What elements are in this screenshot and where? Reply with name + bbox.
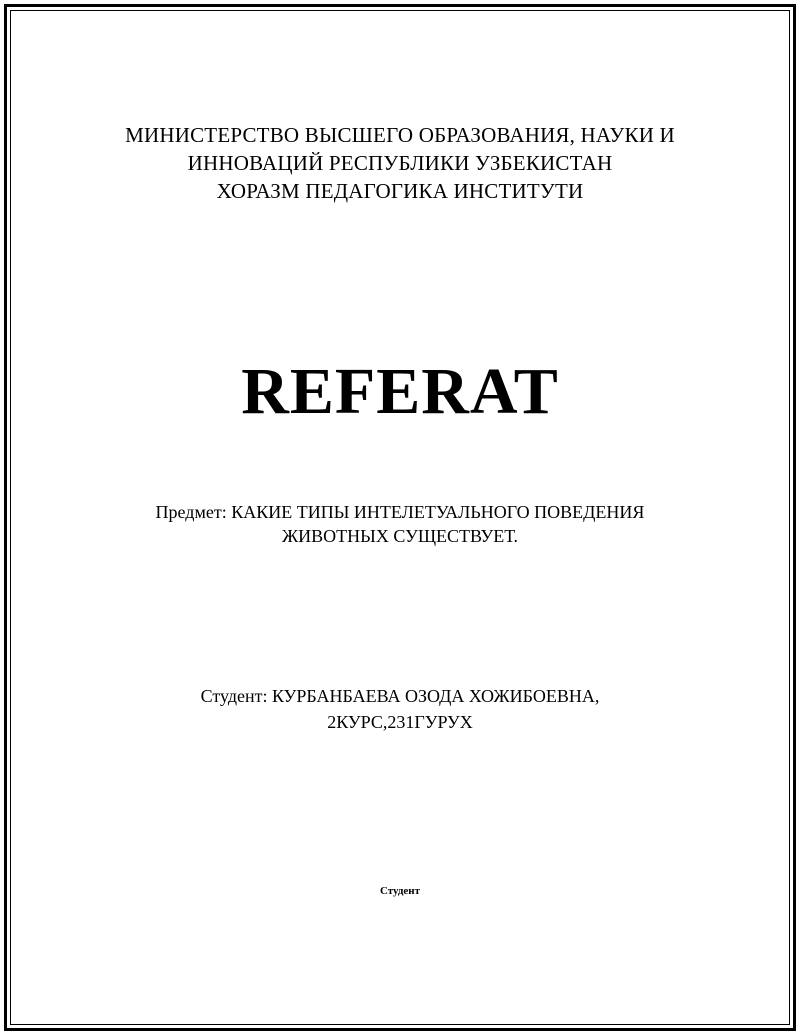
- student-line-name: Студент: КУРБАНБАЕВА ОЗОДА ХОЖИБОЕВНА,: [200, 686, 600, 706]
- header-line-institute: ХОРАЗМ ПЕДАГОГИКА ИНСТИТУТИ: [216, 179, 584, 203]
- footer-student-label: Студент: [379, 885, 421, 897]
- document-title: REFERAT: [241, 355, 559, 428]
- subject-line-1: Предмет: КАКИЕ ТИПЫ ИНТЕЛЕТУАЛЬНОГО ПОВЕДЕНИЯ: [155, 502, 645, 522]
- header-line-republic: ИННОВАЦИЙ РЕСПУБЛИКИ УЗБЕКИСТАН: [187, 151, 613, 175]
- student-line-course: 2КУРС,231ГУРУХ: [327, 712, 473, 732]
- student-block: [0, 683, 800, 735]
- header-line-ministry: МИНИСТЕРСТВО ВЫСШЕГО ОБРАЗОВАНИЯ, НАУКИ И: [125, 123, 675, 147]
- institution-header: [0, 121, 800, 205]
- subject-line-2: ЖИВОТНЫХ СУЩЕСТВУЕТ.: [282, 526, 518, 546]
- subject-block: [0, 500, 800, 548]
